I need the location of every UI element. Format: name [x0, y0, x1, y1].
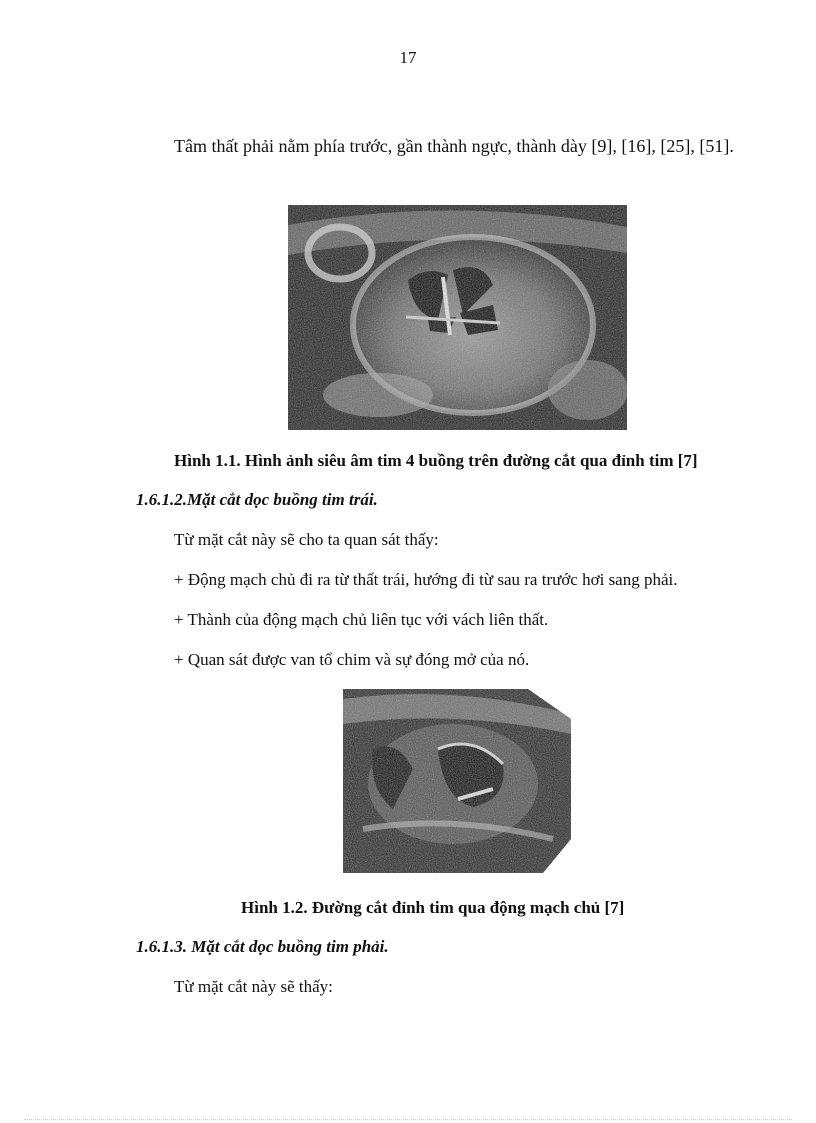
intro-right-heart: Từ mặt cắt này sẽ thấy: — [174, 977, 333, 996]
bullet-item-1: + Động mạch chủ đi ra từ thất trái, hướng đi từ sau ra trước hơi sang phải. — [174, 570, 678, 589]
page-number: 17 — [399, 48, 417, 67]
page-bottom-rule — [24, 1119, 792, 1120]
bullet-item-2: + Thành của động mạch chủ liên tục với vách liên thất. — [174, 610, 549, 629]
bullet-item-3: + Quan sát được van tổ chim và sự đóng mở của nó. — [174, 650, 530, 669]
figure-1-caption: Hình 1.1. Hình ảnh siêu âm tim 4 buồng trên đường cắt qua đỉnh tim [7] — [174, 451, 698, 470]
paragraph-right-ventricle: Tâm thất phải nằm phía trước, gần thành ngực, thành dày [9], [16], [25], [51]. — [174, 136, 734, 156]
figure-2-caption: Hình 1.2. Đường cắt đỉnh tim qua động mạch chủ [7] — [241, 898, 625, 917]
ultrasound-figure-1 — [288, 205, 627, 430]
section-heading-left-heart: 1.6.1.2.Mặt cắt dọc buồng tim trái. — [136, 490, 378, 509]
ultrasound-figure-2 — [343, 689, 571, 873]
section-heading-right-heart: 1.6.1.3. Mặt cắt dọc buồng tim phải. — [136, 937, 389, 956]
intro-left-heart: Từ mặt cắt này sẽ cho ta quan sát thấy: — [174, 530, 439, 549]
